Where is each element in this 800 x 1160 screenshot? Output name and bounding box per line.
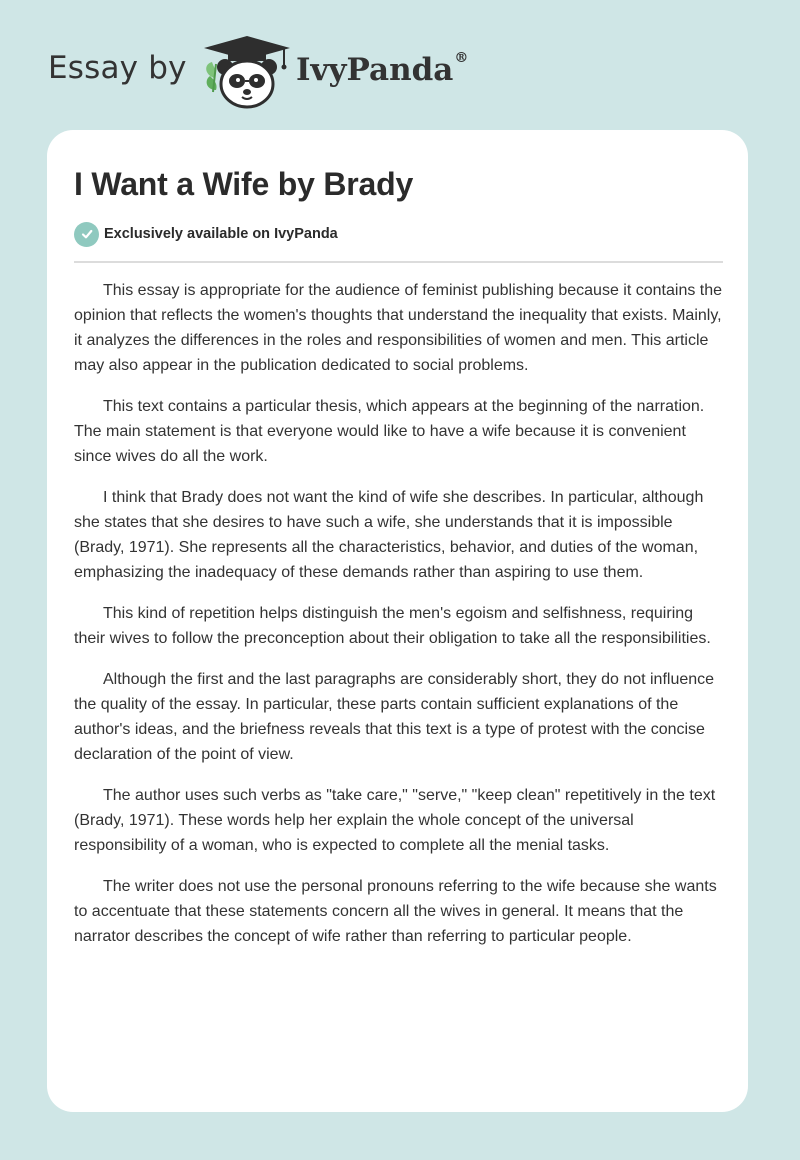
exclusive-badge: [74, 221, 338, 247]
paragraph: The writer does not use the personal pronouns referring to the wife because she wants to accentuate that these statements concern all the wives in general. It means that the narrator describes the concept of wife rather than referring to particular people.: [74, 878, 717, 945]
panda-graduate-icon: [200, 34, 294, 110]
site-header: [0, 0, 800, 120]
essay-card: [47, 130, 748, 1112]
paragraph: This text contains a particular thesis, which appears at the beginning of the narration. The main statement is that everyone would like to have a wife because it is convenient since wives do all the work.: [74, 398, 705, 465]
check-icon: [74, 222, 99, 247]
registered-mark: ®: [454, 50, 469, 66]
paragraph: Although the first and the last paragraphs are considerably short, they do not influence the quality of the essay. In particular, these parts contain sufficient explanations of the author's ideas, and the briefness reveals that this text is a type of protest with the concise declaration of the point of view.: [74, 671, 715, 763]
brand-text: IvyPanda: [296, 52, 454, 88]
essay-body: [74, 278, 724, 965]
paragraph: The author uses such verbs as "take care," "serve," "keep clean" repetitively in the text (Brady, 1971). These words help her explain the whole concept of the universal responsibility of a woman, who is expected to complete all the menial tasks.: [74, 787, 716, 854]
essay-title: I Want a Wife by Brady: [74, 166, 414, 202]
badge-text: Exclusively available on IvyPanda: [104, 226, 338, 242]
paragraph: This kind of repetition helps distinguish the men's egoism and selfishness, requiring their wives to follow the preconception about their obligation to take all the responsibilities.: [74, 605, 711, 647]
paragraph: This essay is appropriate for the audience of feminist publishing because it contains the opinion that reflects the women's thoughts that understand the inequality that exists. Mainly, it analyzes the differences in the roles and responsibilities of women and men. This article may also appear in the publication dedicated to social problems.: [74, 282, 723, 374]
paragraph: I think that Brady does not want the kind of wife she describes. In particular, although she states that she desires to have such a wife, she understands that it is impossible (Brady, 1971). She represents all the characteristics, behavior, and duties of the woman, emphasizing the inadequacy of these demands rather than aspiring to use them.: [74, 489, 704, 581]
divider: [74, 261, 723, 263]
brand-name[interactable]: [296, 52, 468, 88]
header-prefix: Essay by: [48, 50, 187, 86]
